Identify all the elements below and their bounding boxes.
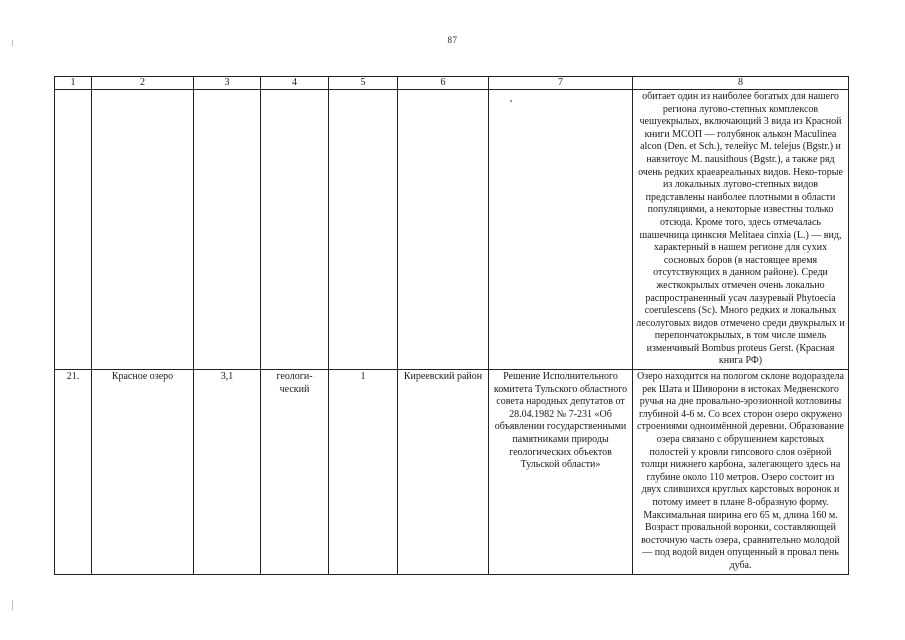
district-cell: Киреевский район: [398, 370, 489, 575]
description-cell: Озеро находится на пологом склоне водораздела рек Шата и Шиворони в истоках Медвенского ручья на дне провально-эрозионной котловины глубиной 4-6 м. Со всех сторон озеро окружено строениями одноимённой деревни. Образование озера связано с обрушением карстовых полостей у кровли гипсового слоя озёрной толщи нижнего карбона, залегающего здесь на глубине около 110 метров. Озеро состоит из двух слившихся круглых карстовых воронок и потому имеет в плане 8-образную форму. Максимальная ширина его 65 м, длина 160 м. Возраст провальной воронки, составляющей восточную часть озера, сравнительно молодой — под водой виден опущенный в провал пень дуба.: [633, 370, 849, 575]
scan-edge-mark: [12, 600, 13, 610]
column-number: 4: [261, 77, 329, 90]
empty-cell: [55, 90, 92, 370]
scan-edge-mark: [12, 40, 13, 46]
value-cell: 1: [329, 370, 398, 575]
empty-cell: [398, 90, 489, 370]
area-cell: 3,1: [194, 370, 261, 575]
empty-cell: [489, 90, 633, 370]
column-number: 6: [398, 77, 489, 90]
column-number: 7: [489, 77, 633, 90]
description-cell: обитает один из наиболее богатых для нашего региона лугово-степных комплексов чешуекрылых, включающий 3 вида из Красной книги МСОП — голубянок алькон Maculinea alcon (Den. et Sch.), телейус M. telejus (Bgstr.) и навзитоус M. nausithous (Bgstr.), а также ряд очень редких краеареальных видов. Неко-торые из локальных лугово-степных видов представлены наиболее плотными в области популяциями, а некоторые известны только отсюда. Кроме того, здесь отмечалась шашечница цинксия Melitaea cinxia (L.) — вид, характерный в нашем регионе для сухих сосновых боров (в настоящее время отсутствующих в данном районе). Среди жесткокрылых отмечен очень локально распространенный усач лазуревый Phytoecia coerulescens (Sc). Много редких и локальных лесолуговых видов отмечено среди двукрылых и перепончатокрылых, в том числе шмель изменчивый Bombus proteus Gerst. (Красная книга РФ): [633, 90, 849, 370]
profile-cell: геологи-ческий: [261, 370, 329, 575]
column-number: 2: [92, 77, 194, 90]
column-number: 8: [633, 77, 849, 90]
table-row-continuation: [55, 90, 849, 370]
column-number: 5: [329, 77, 398, 90]
empty-cell: [92, 90, 194, 370]
empty-cell: [329, 90, 398, 370]
page-number: 87: [447, 35, 458, 45]
legal-document-cell: Решение Исполнительного комитета Тульского областного совета народных депутатов от 28.04.1982 № 7-231 «Об объявлении государственными памятниками природы геологических объектов Тульской области»: [489, 370, 633, 575]
monument-name-cell: Красное озеро: [92, 370, 194, 575]
table-row-21: [55, 370, 849, 575]
empty-cell: [194, 90, 261, 370]
row-number-cell: 21.: [55, 370, 92, 575]
column-number: 1: [55, 77, 92, 90]
column-number: 3: [194, 77, 261, 90]
empty-cell: [261, 90, 329, 370]
natural-monuments-table: [54, 76, 849, 575]
column-number-row: [55, 77, 849, 90]
